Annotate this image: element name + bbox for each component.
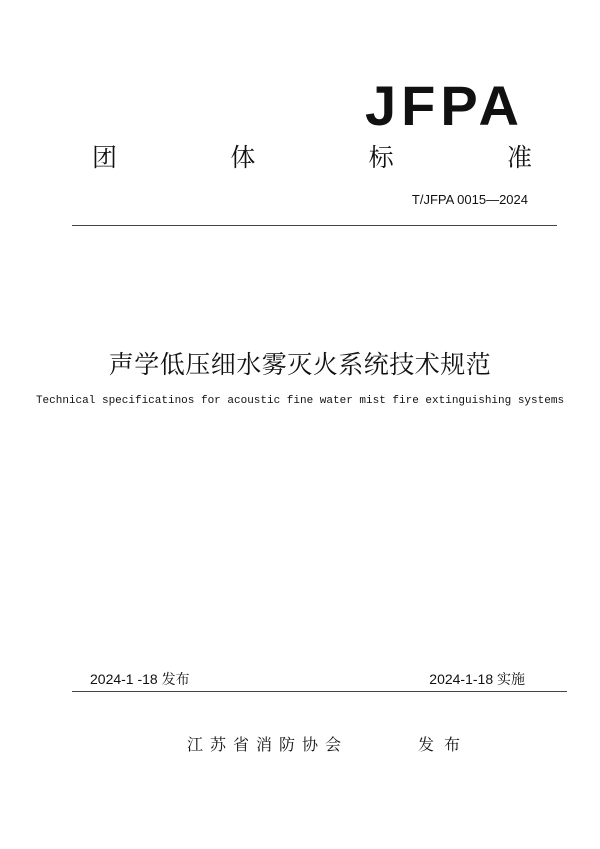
standard-type-char: 团 (92, 143, 118, 172)
header-divider (72, 225, 557, 226)
release-date: 2024-1 -18 发布 (90, 671, 190, 687)
document-title-zh: 声学低压细水雾灭火系统技术规范 (108, 350, 492, 379)
implementation-date: 2024-1-18 实施 (429, 671, 525, 687)
standard-type (92, 145, 532, 170)
issuing-organization: 江苏省消防协会 (187, 735, 349, 754)
standard-code: T/JFPA 0015—2024 (411, 192, 528, 207)
issue-label: 发布 (418, 735, 471, 754)
standard-type-char: 准 (506, 143, 532, 172)
organization-logo: JFPA (365, 74, 524, 137)
standard-type-char: 体 (230, 143, 256, 172)
document-title-en: Technical specificatinos for acoustic fine water mist fire extinguishing systems (35, 395, 565, 407)
footer-divider (72, 691, 567, 692)
standard-type-char: 标 (368, 143, 394, 172)
